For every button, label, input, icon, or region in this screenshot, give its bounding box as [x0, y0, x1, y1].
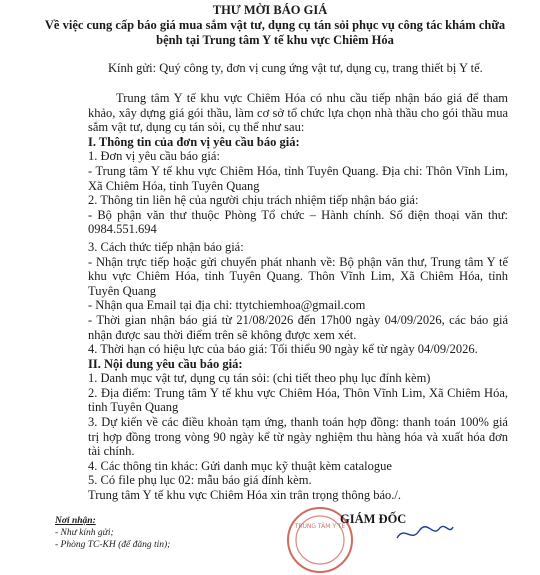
section-2-item-2: 2. Địa điểm: Trung tâm Y tế khu vực Chiêm Hóa, Thôn Vĩnh Lim, Xã Chiêm Hóa, tỉnh Tuyên Quang [88, 385, 508, 415]
section-2-item-3: 3. Dự kiến về các điều khoản tạm ứng, thanh toán hợp đồng: thanh toán 100% giá trị hợp đồng trong vòng 90 ngày kể từ ngày nghiệm thu hàng hóa và xuất hóa đơn tài chính. [88, 415, 508, 459]
section-1-item-3-text-3: - Thời gian nhận báo giá từ 21/08/2026 đến 17h00 ngày 04/09/2026, các báo giá nhận được sau thời điểm trên sẽ không được xem xét. [88, 312, 508, 342]
section-1-item-3-text-2: - Nhận qua Email tại địa chỉ: ttytchiemhoa@gmail.com [88, 298, 366, 313]
signature-icon [395, 523, 455, 543]
section-2-item-4: 4. Các thông tin khác: Gửi danh mục kỹ thuật kèm catalogue [88, 458, 392, 473]
recipient-2: - Phòng TC-KH (để đăng tin); [55, 540, 171, 550]
seal-text: TRUNG TÂM Y TẾ [294, 523, 346, 530]
section-1-heading: I. Thông tin của đơn vị yêu cầu báo giá: [88, 134, 300, 149]
signer-title: GIÁM ĐỐC [340, 512, 407, 526]
section-1-item-2-text: - Bộ phận văn thư thuộc Phòng Tổ chức – Hành chính. Số điện thoại văn thư: 0984.551.694 [88, 207, 508, 237]
intro-paragraph: Trung tâm Y tế khu vực Chiêm Hóa có nhu cầu tiếp nhận báo giá để tham khảo, xây dựng giá gói thầu, làm cơ sở tổ chức lựa chọn nhà thầu cho gói thầu mua sắm vật tư, dụng cụ tán sỏi, cụ thể như sau: [88, 91, 508, 135]
section-1-item-4: 4. Thời hạn có hiệu lực của báo giá: Tối thiểu 90 ngày kể từ ngày 04/09/2026. [88, 342, 478, 357]
greeting-line: Kính gửi: Quý công ty, đơn vị cung ứng vật tư, dụng cụ, trang thiết bị Y tế. [108, 61, 483, 75]
section-1-item-3-heading: 3. Cách thức tiếp nhận báo giá: [88, 239, 244, 254]
section-2-item-1: 1. Danh mục vật tư, dụng cụ tán sỏi: (chi tiết theo phụ lục đính kèm) [88, 371, 431, 386]
section-1-item-1-heading: 1. Đơn vị yêu cầu báo giá: [88, 149, 220, 164]
document-title: THƯ MỜI BÁO GIÁ [212, 3, 328, 17]
closing-line: Trung tâm Y tế khu vực Chiêm Hóa xin trân trọng thông báo./. [88, 488, 401, 503]
section-1-item-2-heading: 2. Thông tin liên hệ của người chịu trách nhiệm tiếp nhận báo giá: [88, 193, 419, 208]
document-subtitle: Về việc cung cấp báo giá mua sắm vật tư, dụng cụ tán sỏi phục vụ công tác khám chữa bệnh tại Trung tâm Y tế khu vực Chiêm Hóa [44, 18, 506, 47]
section-1-item-3-text-1: - Nhận trực tiếp hoặc gửi chuyển phát nhanh về: Bộ phận văn thư, Trung tâm Y tế khu vực Chiêm Hóa, tỉnh Tuyên Quang. Thôn Vĩnh Lim, Xã Chiêm Hóa, tỉnh Tuyên Quang [88, 254, 508, 298]
recipients-label: Nơi nhận: [55, 516, 96, 526]
document-body [88, 91, 508, 503]
recipients-block [55, 515, 170, 551]
recipient-1: - Như kính gửi; [55, 528, 114, 538]
section-2-heading: II. Nội dung yêu cầu báo giá: [88, 356, 243, 371]
section-1-item-1-text: - Trung tâm Y tế khu vực Chiêm Hóa, tỉnh Tuyên Quang. Địa chỉ: Thôn Vĩnh Lim, Xã Chiêm Hóa, tỉnh Tuyên Quang [88, 163, 508, 193]
section-2-item-5: 5. Có file phụ lục 02: mẫu báo giá đính kèm. [88, 473, 312, 488]
